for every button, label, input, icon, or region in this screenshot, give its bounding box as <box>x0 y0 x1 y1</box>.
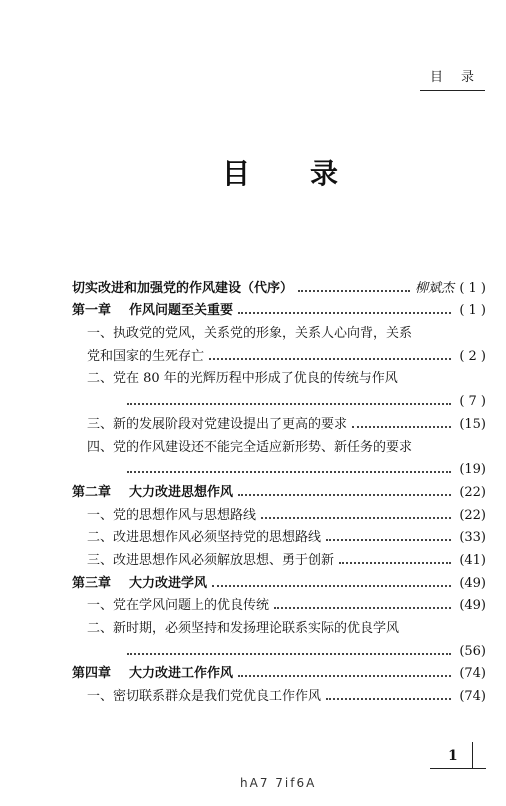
toc-entry <box>72 613 486 636</box>
library-stamp: hA7 7if6A <box>240 776 317 790</box>
toc-dot-leader <box>352 426 451 428</box>
toc-page-number: (56) <box>459 643 486 659</box>
toc-entry <box>72 591 486 614</box>
toc-entry-label <box>87 367 398 386</box>
toc-page-number: ( 1 ) <box>459 303 486 319</box>
toc-entry <box>72 386 486 409</box>
toc-entry <box>72 318 486 341</box>
toc-entry-text: 三、新的发展阶段对党建设提出了更高的要求 <box>87 416 348 432</box>
toc-dot-leader <box>261 517 451 519</box>
toc-page-number: (19) <box>459 462 486 478</box>
toc-chapter-number: 第一章 <box>72 303 112 319</box>
toc-entry-text: 大力改进工作作风 <box>129 666 234 682</box>
toc-entry-text: 一、密切联系群众是我们党优良工作作风 <box>87 689 322 705</box>
toc-dot-leader <box>326 539 451 541</box>
toc-dot-leader <box>238 675 451 677</box>
toc-chapter-number: 第三章 <box>72 575 112 591</box>
toc-dot-leader <box>326 698 451 700</box>
toc-entry <box>72 568 486 591</box>
toc-dot-leader <box>238 494 451 496</box>
page-number: 1 <box>448 748 458 764</box>
toc-entry <box>72 477 486 500</box>
toc-entry-label <box>87 685 321 704</box>
toc-dot-leader <box>127 403 451 405</box>
toc-entry-text: 三、改进思想作风必须解放思想、勇于创新 <box>87 552 335 568</box>
toc-entry-label <box>87 526 321 545</box>
toc-dot-leader <box>212 585 451 587</box>
toc-entry <box>72 432 486 455</box>
toc-page-number: (22) <box>459 484 486 500</box>
toc-entry-text: 二、改进思想作风必须坚持党的思想路线 <box>87 530 322 546</box>
toc-page-number: (49) <box>459 575 486 591</box>
toc-entry-label <box>87 322 412 341</box>
toc-page-number: (22) <box>459 507 486 523</box>
toc-entry-text: 一、党在学风问题上的优良传统 <box>87 598 270 614</box>
toc-chapter-number: 第四章 <box>72 666 112 682</box>
toc-entry-label <box>87 345 204 364</box>
toc-entry <box>72 659 486 682</box>
toc-entry <box>72 681 486 704</box>
toc-entry-text: 四、党的作风建设还不能完全适应新形势、新任务的要求 <box>87 439 413 455</box>
toc-entry <box>72 523 486 546</box>
toc-entry-text: 大力改进学风 <box>129 575 208 591</box>
toc-entry <box>72 455 486 478</box>
toc-entry-text: 一、党的思想作风与思想路线 <box>87 507 257 523</box>
folio-rule <box>430 768 486 769</box>
toc-entry <box>72 364 486 387</box>
toc-page-number: (15) <box>459 416 486 432</box>
toc-entry-label <box>87 413 347 432</box>
running-head: 目录 <box>430 70 493 85</box>
toc-entry <box>72 545 486 568</box>
toc-entry <box>72 341 486 364</box>
toc-dot-leader <box>274 607 451 609</box>
toc-page-number: (41) <box>459 552 486 568</box>
toc-page-number: (33) <box>459 530 486 546</box>
toc-entry-label <box>72 277 293 296</box>
toc-entry-label <box>87 594 269 613</box>
toc-entry-text: 党和国家的生死存亡 <box>87 348 205 364</box>
toc-entry-label <box>87 504 256 523</box>
toc-page-number: ( 2 ) <box>459 348 486 364</box>
toc-dot-leader <box>339 562 451 564</box>
toc-dot-leader <box>298 290 410 292</box>
toc-entry-label <box>72 572 207 591</box>
toc-entry <box>72 636 486 659</box>
toc-dot-leader <box>127 471 451 473</box>
toc-dot-leader <box>209 358 451 360</box>
toc-entry-text: 切实改进和加强党的作风建设（代序） <box>72 280 294 296</box>
toc-entry-label <box>87 549 334 568</box>
toc-entry-text: 一、执政党的党风，关系党的形象，关系人心向背，关系 <box>87 326 413 342</box>
toc-entry-label <box>87 617 399 636</box>
toc-entry-label <box>87 436 412 455</box>
table-of-contents <box>72 273 486 704</box>
toc-dot-leader <box>238 312 451 314</box>
toc-entry-text: 大力改进思想作风 <box>129 484 234 500</box>
toc-entry-label <box>72 299 233 318</box>
page-title: 目录 <box>222 157 399 190</box>
toc-entry <box>72 296 486 319</box>
running-head-rule <box>420 90 485 91</box>
toc-entry <box>72 500 486 523</box>
toc-entry-label <box>72 662 233 681</box>
folio-vertical-rule <box>472 742 473 768</box>
toc-page-number: ( 1 ) <box>459 280 486 296</box>
toc-entry <box>72 409 486 432</box>
toc-author: 柳斌杰 <box>414 280 454 296</box>
toc-entry-text: 二、党在 80 年的光辉历程中形成了优良的传统与作风 <box>87 371 398 387</box>
toc-chapter-number: 第二章 <box>72 484 112 500</box>
toc-page-number: ( 7 ) <box>459 394 486 410</box>
toc-entry-text: 二、新时期，必须坚持和发扬理论联系实际的优良学风 <box>87 621 400 636</box>
toc-page-number: (74) <box>459 666 486 682</box>
toc-page-number: (74) <box>459 689 486 705</box>
toc-entry-text: 作风问题至关重要 <box>129 303 234 319</box>
toc-page-number: (49) <box>459 598 486 614</box>
toc-entry-label <box>72 481 233 500</box>
toc-entry <box>72 273 486 296</box>
toc-dot-leader <box>127 653 451 655</box>
